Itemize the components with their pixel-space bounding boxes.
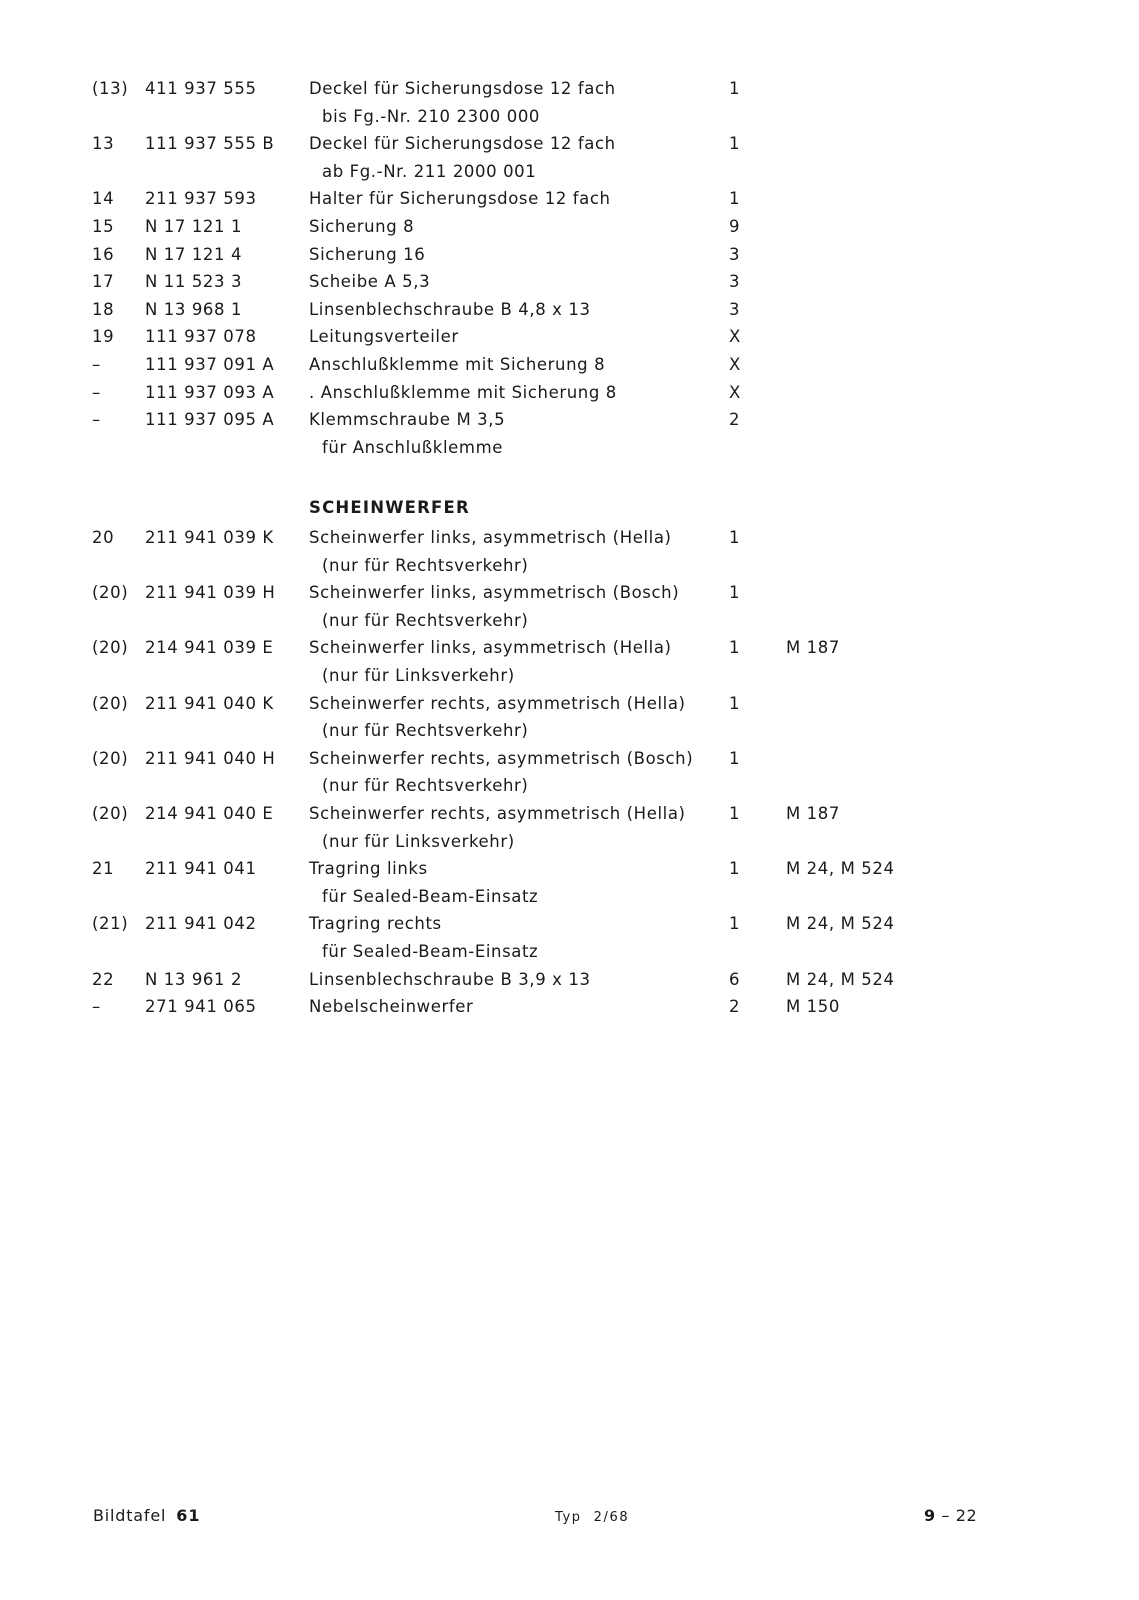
description-cell: Sicherung 16: [309, 244, 426, 264]
table-row-continuation: [0, 553, 1139, 579]
position-cell: 16: [92, 244, 115, 264]
description-continuation-cell: für Anschlußklemme: [322, 437, 503, 457]
description-cell: Nebelscheinwerfer: [309, 997, 474, 1017]
description-continuation-cell: (nur für Rechtsverkehr): [322, 776, 529, 796]
description-continuation-cell: ab Fg.-Nr. 211 2000 001: [322, 161, 537, 181]
quantity-cell: 1: [729, 804, 741, 823]
description-cell: Scheibe A 5,3: [309, 272, 431, 292]
quantity-cell: 2: [729, 410, 741, 430]
part-number-cell: 111 937 095 A: [145, 410, 275, 430]
part-number-cell: N 17 121 1: [145, 217, 243, 236]
quantity-cell: 2: [729, 997, 741, 1017]
description-cell: Klemmschraube M 3,5: [309, 410, 506, 430]
description-cell: Scheinwerfer links, asymmetrisch (Hella): [309, 638, 672, 658]
position-cell: –: [92, 410, 101, 430]
part-number-cell: 211 941 040 H: [145, 748, 276, 768]
table-row: [0, 131, 1139, 157]
part-number-cell: 411 937 555: [145, 79, 257, 98]
position-cell: 13: [92, 134, 115, 154]
page-number: [924, 1506, 977, 1525]
part-number-cell: 211 941 042: [145, 914, 257, 934]
description-cell: Deckel für Sicherungsdose 12 fach: [309, 79, 616, 98]
description-cell: . Anschlußklemme mit Sicherung 8: [309, 382, 617, 402]
table-row: [0, 801, 1139, 827]
quantity-cell: 1: [729, 189, 741, 209]
quantity-cell: 1: [729, 79, 741, 98]
description-cell: Scheinwerfer links, asymmetrisch (Hella): [309, 528, 672, 547]
table-row-continuation: [0, 939, 1139, 965]
table-row-continuation: [0, 159, 1139, 185]
quantity-cell: X: [729, 382, 741, 402]
part-number-cell: N 17 121 4: [145, 244, 243, 264]
description-continuation-cell: (nur für Rechtsverkehr): [322, 610, 529, 630]
part-number-cell: 271 941 065: [145, 997, 257, 1017]
description-cell: Scheinwerfer rechts, asymmetrisch (Hella): [309, 693, 686, 713]
plate-number: 61: [176, 1506, 201, 1525]
table-row-continuation: [0, 663, 1139, 689]
table-row: [0, 242, 1139, 268]
quantity-cell: 1: [729, 859, 741, 879]
table-row: [0, 580, 1139, 606]
table-row: [0, 352, 1139, 378]
section-heading-scheinwerfer: SCHEINWERFER: [309, 498, 470, 517]
part-number-cell: 211 937 593: [145, 189, 257, 209]
part-number-cell: 111 937 091 A: [145, 355, 275, 374]
position-cell: (20): [92, 804, 129, 823]
part-number-cell: 214 941 039 E: [145, 638, 274, 658]
position-cell: 15: [92, 217, 115, 236]
table-row-continuation: [0, 773, 1139, 799]
quantity-cell: 6: [729, 969, 741, 989]
table-row: [0, 635, 1139, 661]
remark-cell: M 150: [786, 997, 840, 1017]
description-cell: Anschlußklemme mit Sicherung 8: [309, 355, 606, 374]
page-separator: –: [941, 1506, 951, 1525]
description-cell: Tragring rechts: [309, 914, 442, 934]
table-row: [0, 691, 1139, 717]
part-number-cell: N 11 523 3: [145, 272, 243, 292]
table-row: [0, 297, 1139, 323]
description-cell: Scheinwerfer links, asymmetrisch (Bosch): [309, 583, 680, 603]
table-row-continuation: [0, 104, 1139, 130]
quantity-cell: 1: [729, 914, 741, 934]
position-cell: 14: [92, 189, 115, 209]
table-row-continuation: [0, 435, 1139, 461]
description-cell: Halter für Sicherungsdose 12 fach: [309, 189, 611, 209]
table-row-continuation: [0, 718, 1139, 744]
description-cell: Tragring links: [309, 859, 428, 879]
position-cell: (20): [92, 583, 129, 603]
quantity-cell: 3: [729, 272, 741, 292]
description-cell: Sicherung 8: [309, 217, 415, 236]
quantity-cell: 1: [729, 134, 741, 154]
quantity-cell: 1: [729, 693, 741, 713]
quantity-cell: 1: [729, 528, 741, 547]
position-cell: –: [92, 997, 101, 1017]
part-number-cell: 111 937 078: [145, 327, 257, 347]
description-continuation-cell: für Sealed-Beam-Einsatz: [322, 942, 539, 961]
quantity-cell: 1: [729, 748, 741, 768]
part-number-cell: 211 941 039 H: [145, 583, 276, 603]
quantity-cell: 1: [729, 583, 741, 603]
table-row: [0, 994, 1139, 1020]
quantity-cell: 9: [729, 217, 741, 236]
description-cell: Leitungsverteiler: [309, 327, 459, 347]
part-number-cell: N 13 961 2: [145, 969, 243, 989]
position-cell: (20): [92, 693, 129, 713]
table-row: [0, 911, 1139, 937]
description-continuation-cell: für Sealed-Beam-Einsatz: [322, 886, 539, 906]
quantity-cell: 1: [729, 638, 741, 658]
page-number-value: 22: [955, 1506, 978, 1525]
table-row: [0, 324, 1139, 350]
description-cell: Scheinwerfer rechts, asymmetrisch (Hella): [309, 804, 686, 823]
position-cell: (21): [92, 914, 129, 934]
type-label: Typ: [555, 1510, 582, 1525]
description-cell: Linsenblechschraube B 4,8 x 13: [309, 299, 591, 319]
description-cell: Scheinwerfer rechts, asymmetrisch (Bosch): [309, 748, 694, 768]
position-cell: 18: [92, 299, 115, 319]
table-row: [0, 380, 1139, 406]
position-cell: (20): [92, 638, 129, 658]
position-cell: (13): [92, 79, 129, 98]
description-cell: Deckel für Sicherungsdose 12 fach: [309, 134, 616, 154]
table-row: [0, 746, 1139, 772]
position-cell: 19: [92, 327, 115, 347]
part-number-cell: 211 941 039 K: [145, 528, 274, 547]
part-number-cell: 211 941 040 K: [145, 693, 274, 713]
part-number-cell: 211 941 041: [145, 859, 257, 879]
table-row: [0, 525, 1139, 551]
plate-label: Bildtafel: [93, 1506, 167, 1525]
position-cell: –: [92, 355, 101, 374]
position-cell: (20): [92, 748, 129, 768]
quantity-cell: 3: [729, 244, 741, 264]
quantity-cell: 3: [729, 299, 741, 319]
remark-cell: M 187: [786, 638, 840, 658]
table-row: [0, 214, 1139, 240]
description-continuation-cell: (nur für Rechtsverkehr): [322, 721, 529, 741]
position-cell: 17: [92, 272, 115, 292]
type-value: 2/68: [593, 1510, 630, 1525]
table-row-continuation: [0, 884, 1139, 910]
position-cell: 21: [92, 859, 115, 879]
type-reference: [555, 1510, 629, 1525]
description-continuation-cell: (nur für Rechtsverkehr): [322, 555, 529, 575]
position-cell: 20: [92, 528, 115, 547]
page-prefix: 9: [924, 1506, 936, 1525]
description-continuation-cell: (nur für Linksverkehr): [322, 831, 515, 851]
table-row: [0, 76, 1139, 102]
table-row: [0, 967, 1139, 993]
table-row: [0, 269, 1139, 295]
remark-cell: M 24, M 524: [786, 914, 895, 934]
description-continuation-cell: bis Fg.-Nr. 210 2300 000: [322, 106, 541, 126]
table-row-continuation: [0, 829, 1139, 855]
quantity-cell: X: [729, 355, 741, 374]
table-row: [0, 186, 1139, 212]
description-cell: Linsenblechschraube B 3,9 x 13: [309, 969, 591, 989]
part-number-cell: 111 937 555 B: [145, 134, 275, 154]
quantity-cell: X: [729, 327, 741, 347]
part-number-cell: 214 941 040 E: [145, 804, 274, 823]
table-row: [0, 856, 1139, 882]
remark-cell: M 24, M 524: [786, 969, 895, 989]
table-row-continuation: [0, 608, 1139, 634]
part-number-cell: 111 937 093 A: [145, 382, 275, 402]
table-row: [0, 407, 1139, 433]
remark-cell: M 187: [786, 804, 840, 823]
position-cell: 22: [92, 969, 115, 989]
position-cell: –: [92, 382, 101, 402]
description-continuation-cell: (nur für Linksverkehr): [322, 666, 515, 685]
part-number-cell: N 13 968 1: [145, 299, 243, 319]
remark-cell: M 24, M 524: [786, 859, 895, 879]
plate-reference: [93, 1506, 201, 1525]
